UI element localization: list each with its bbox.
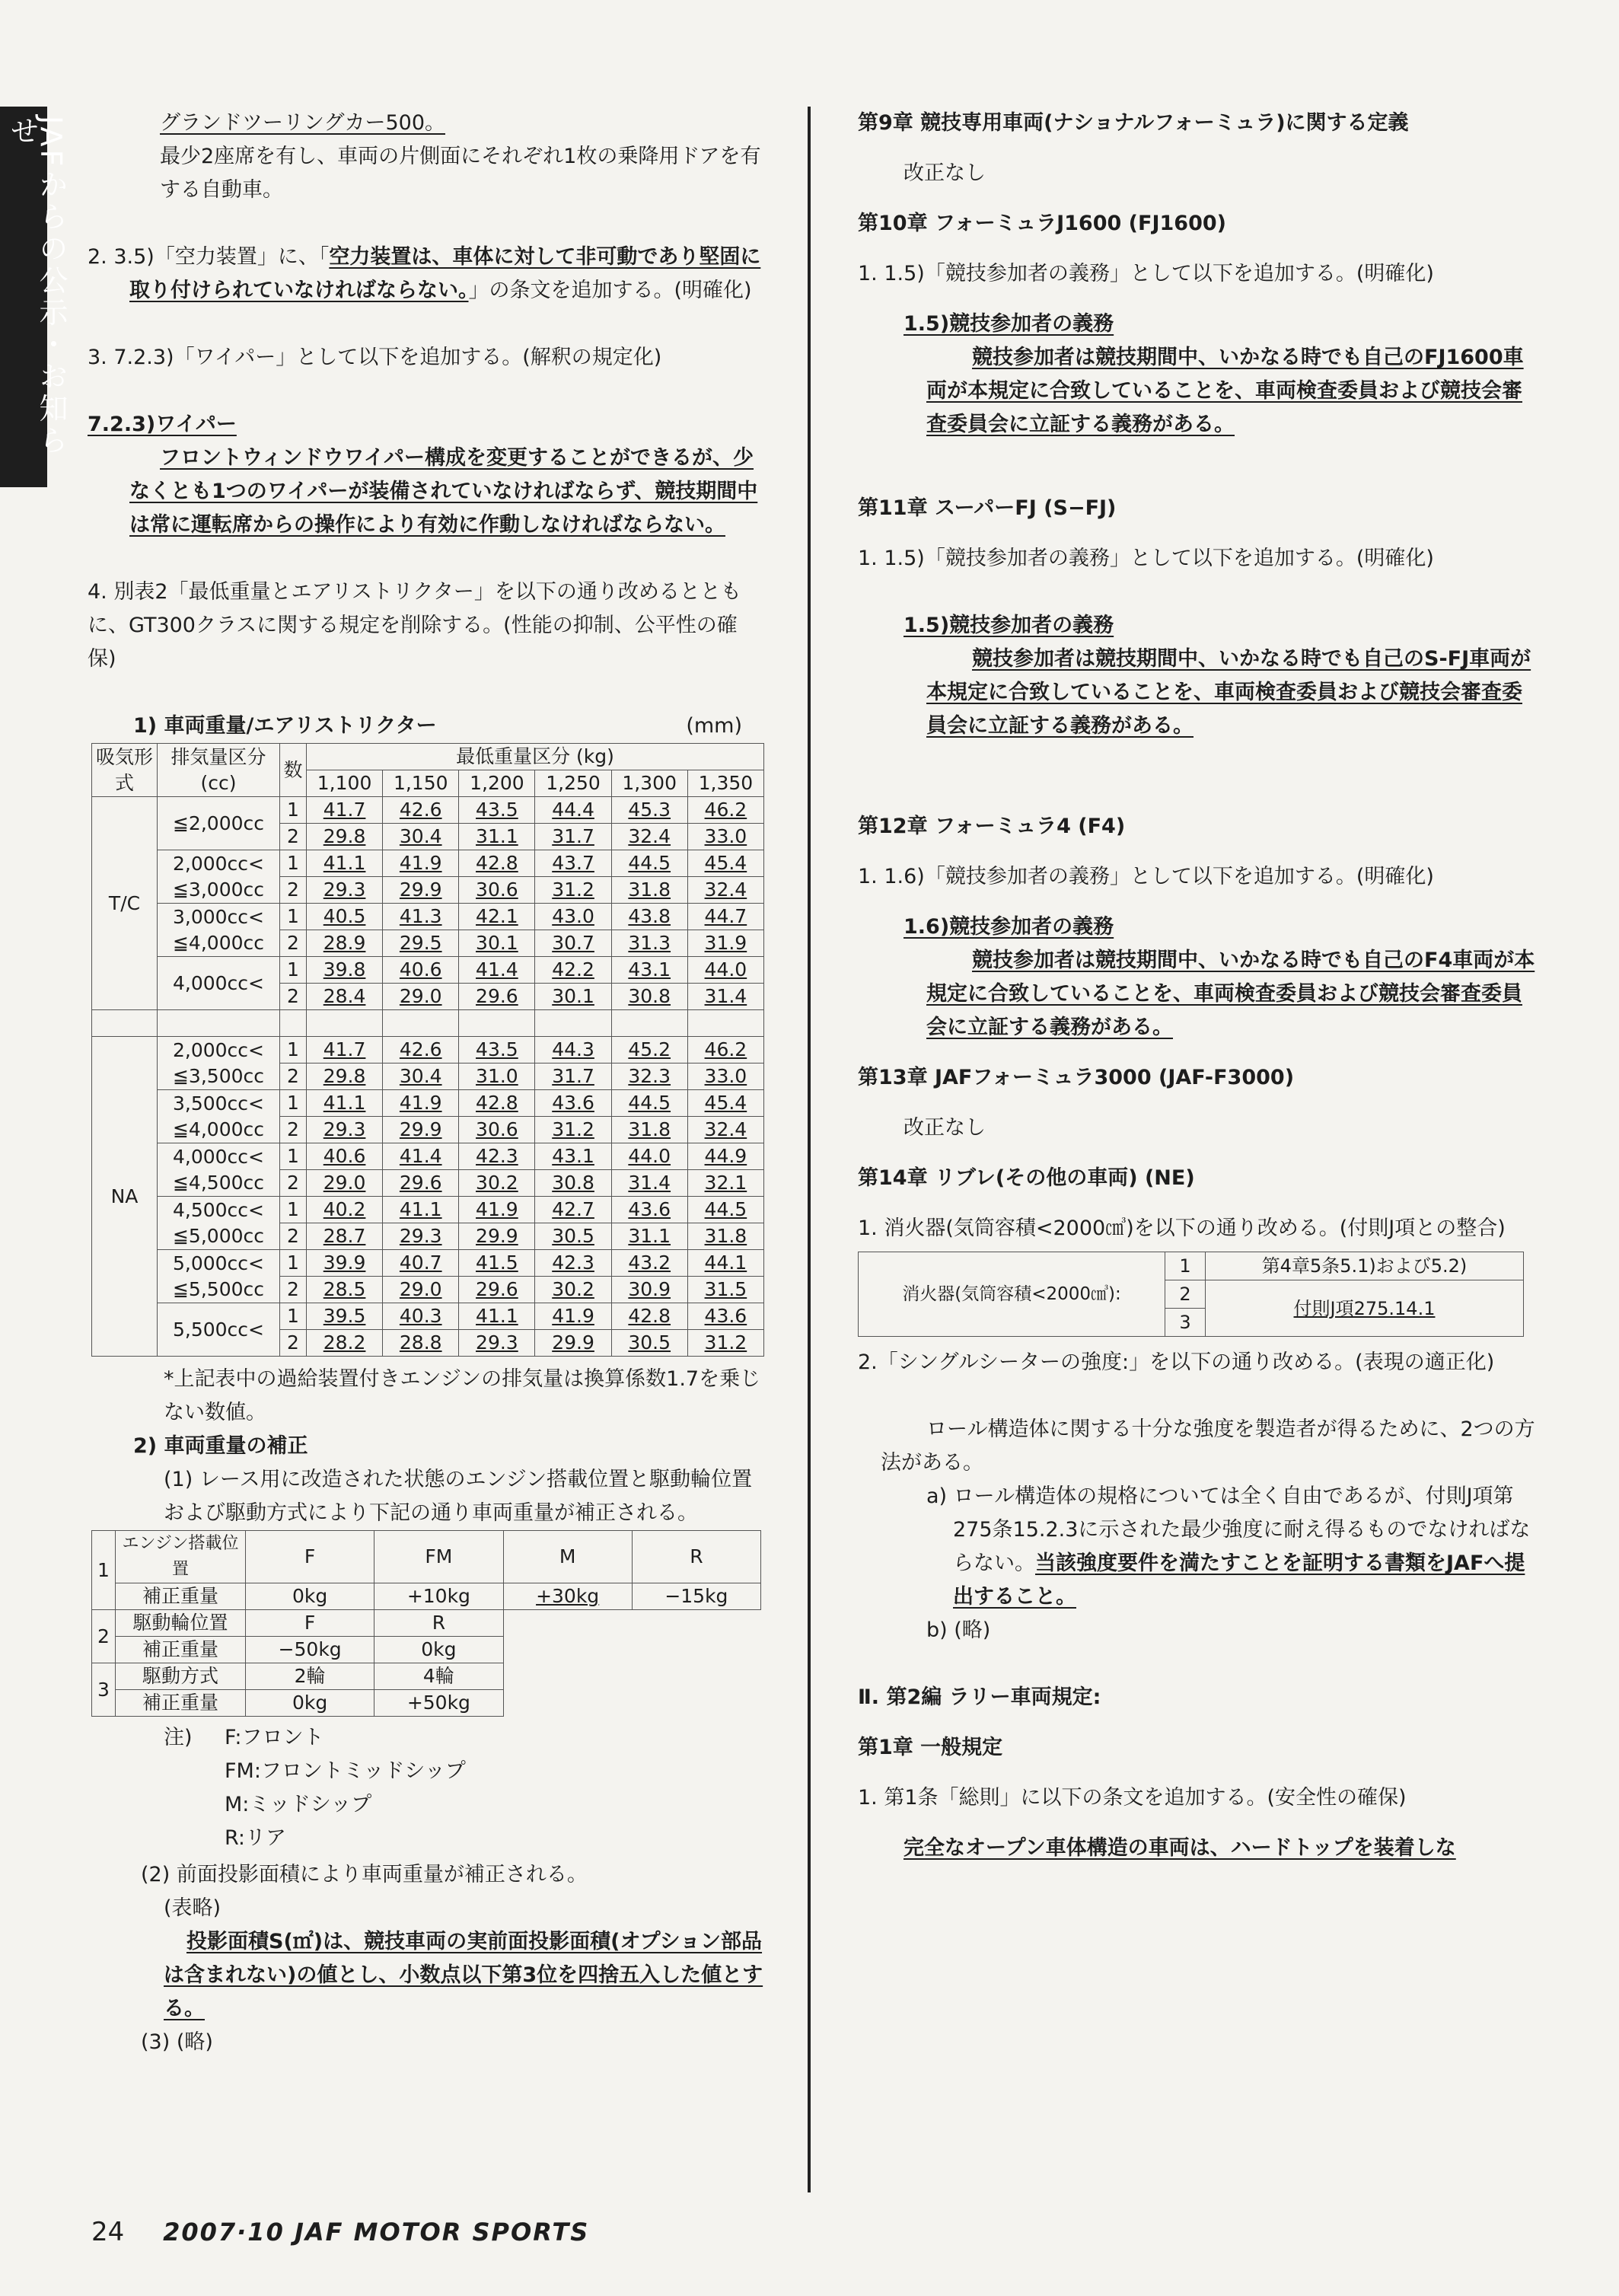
restrictor-value: 29.3 bbox=[459, 1330, 535, 1357]
cell: F bbox=[246, 1531, 374, 1583]
weight-header: 1,350 bbox=[687, 770, 763, 797]
restrictor-value: 29.5 bbox=[383, 930, 459, 957]
side-tab-label: JAFからの公示・お知らせ bbox=[5, 116, 68, 458]
note-item: F:フロント bbox=[225, 1726, 324, 1749]
extinguisher-value-1: 第4章5条5.1)および5.2) bbox=[1206, 1252, 1524, 1280]
correction-2-body: 投影面積S(㎡)は、競技車両の実前面投影面積(オプション部品は含まれない)の値とし、小数点以下第3位を四捨五入した値とする。 bbox=[164, 1930, 763, 2020]
cell: R bbox=[632, 1531, 760, 1583]
restrictor-value: 31.3 bbox=[611, 930, 687, 957]
restrictor-value: 40.5 bbox=[307, 904, 383, 930]
cell: 0kg bbox=[374, 1637, 503, 1663]
engine-position-label: エンジン搭載位置 bbox=[116, 1531, 246, 1583]
restrictor-value: 41.7 bbox=[307, 797, 383, 824]
section-side-tab bbox=[0, 107, 68, 487]
notes-block bbox=[88, 1721, 765, 1858]
note-item: R:リア bbox=[225, 1826, 287, 1850]
restrictor-value: 39.9 bbox=[307, 1250, 383, 1277]
restrictor-value: 43.1 bbox=[611, 957, 687, 984]
restrictor-value: 31.8 bbox=[687, 1223, 763, 1250]
chapter-13-body: 改正なし bbox=[904, 1116, 986, 1140]
chapter-10-text: 競技参加者は競技期間中、いかなる時でも自己のFJ1600車両が本規定に合致していることを、車両検査委員および競技会審査委員会に立証する義務がある。 bbox=[926, 346, 1524, 436]
cell: M bbox=[503, 1531, 632, 1583]
restrictor-value: 29.0 bbox=[307, 1170, 383, 1197]
restrictor-value: 45.2 bbox=[611, 1037, 687, 1063]
correction-weight-label: 補正重量 bbox=[116, 1637, 246, 1663]
restrictor-value: 40.6 bbox=[307, 1143, 383, 1170]
chapter-9-body: 改正なし bbox=[904, 161, 986, 185]
displacement-label: 3,500cc< ≦4,000cc bbox=[158, 1090, 280, 1143]
restrictor-value: 30.4 bbox=[383, 1063, 459, 1090]
restrictor-value: 41.9 bbox=[535, 1303, 611, 1330]
restrictor-value: 43.6 bbox=[535, 1090, 611, 1117]
restrictor-count: 2 bbox=[280, 930, 307, 957]
restrictor-value: 33.0 bbox=[687, 1063, 763, 1090]
restrictor-value: 46.2 bbox=[687, 1037, 763, 1063]
restrictor-value: 42.8 bbox=[611, 1303, 687, 1330]
displacement-label: 4,000cc< bbox=[158, 957, 280, 1010]
restrictor-count: 2 bbox=[280, 1063, 307, 1090]
chapter-1: 第1章 一般規定 bbox=[858, 1736, 1003, 1759]
cell: +10kg bbox=[374, 1583, 503, 1610]
restrictor-value: 28.2 bbox=[307, 1330, 383, 1357]
displacement-label: 2,000cc< ≦3,000cc bbox=[158, 850, 280, 904]
cell: 0kg bbox=[246, 1583, 374, 1610]
restrictor-value: 43.2 bbox=[611, 1250, 687, 1277]
cell: −15kg bbox=[632, 1583, 760, 1610]
wiper-body: フロントウィンドウワイパー構成を変更することができるが、少なくとも1つのワイパーが装備されていなければならず、競技期間中は常に運転席からの操作により有効に作動しなければならない。 bbox=[129, 446, 758, 537]
restrictor-value: 41.4 bbox=[459, 957, 535, 984]
restrictor-count: 2 bbox=[280, 984, 307, 1010]
item-4: 4. 別表2「最低重量とエアリストリクター」を以下の通り改めるとともに、GT300クラスに関する規定を削除する。(性能の抑制、公平性の確保) bbox=[88, 580, 741, 671]
restrictor-value: 31.1 bbox=[611, 1223, 687, 1250]
restrictor-count: 1 bbox=[280, 1143, 307, 1170]
restrictor-value: 28.4 bbox=[307, 984, 383, 1010]
correction-table bbox=[91, 1530, 761, 1717]
note-item: FM:フロントミッドシップ bbox=[225, 1759, 466, 1783]
displacement-label: ≦2,000cc bbox=[158, 797, 280, 850]
restrictor-value: 30.2 bbox=[459, 1170, 535, 1197]
weight-header: 1,100 bbox=[307, 770, 383, 797]
restrictor-value: 31.8 bbox=[611, 1117, 687, 1143]
restrictor-value: 31.9 bbox=[687, 930, 763, 957]
restrictor-value: 31.2 bbox=[535, 1117, 611, 1143]
restrictor-value: 32.1 bbox=[687, 1170, 763, 1197]
cell: +30kg bbox=[503, 1583, 632, 1610]
row-number: 3 bbox=[1165, 1309, 1206, 1337]
correction-3: (3) (略) bbox=[141, 2030, 213, 2054]
restrictor-value: 41.1 bbox=[307, 1090, 383, 1117]
restrictor-value: 43.6 bbox=[687, 1303, 763, 1330]
blank-cell bbox=[158, 1010, 280, 1037]
row-number: 2 bbox=[92, 1610, 116, 1663]
restrictor-value: 30.5 bbox=[535, 1223, 611, 1250]
restrictor-value: 29.3 bbox=[307, 1117, 383, 1143]
blank-cell bbox=[687, 1010, 763, 1037]
chapter-12: 第12章 フォーミュラ4 (F4) bbox=[858, 815, 1126, 838]
restrictor-value: 31.2 bbox=[535, 877, 611, 904]
page-footer bbox=[91, 2217, 589, 2247]
restrictor-value: 45.3 bbox=[611, 797, 687, 824]
drive-type-label: 駆動方式 bbox=[116, 1663, 246, 1690]
header-number: 数 bbox=[280, 744, 307, 797]
cell: FM bbox=[374, 1531, 503, 1583]
restrictor-count: 2 bbox=[280, 1277, 307, 1303]
chapter-1-text: 完全なオープン車体構造の車両は、ハードトップを装着しな bbox=[904, 1836, 1456, 1860]
restrictor-value: 30.6 bbox=[459, 1117, 535, 1143]
item-3: 3. 7.2.3)「ワイパー」として以下を追加する。(解釈の規定化) bbox=[88, 346, 662, 369]
drive-wheel-label: 駆動輪位置 bbox=[116, 1610, 246, 1637]
restrictor-count: 1 bbox=[280, 1090, 307, 1117]
chapter-11: 第11章 スーパーFJ (S−FJ) bbox=[858, 496, 1117, 520]
restrictor-value: 42.2 bbox=[535, 957, 611, 984]
restrictor-value: 32.4 bbox=[687, 877, 763, 904]
restrictor-value: 41.7 bbox=[307, 1037, 383, 1063]
restrictor-value: 29.9 bbox=[383, 877, 459, 904]
correction-weight-label: 補正重量 bbox=[116, 1690, 246, 1717]
restrictor-value: 42.6 bbox=[383, 797, 459, 824]
part-2-heading: Ⅱ. 第2編 ラリー車両規定: bbox=[858, 1685, 1101, 1709]
restrictor-value: 41.9 bbox=[383, 1090, 459, 1117]
restrictor-value: 29.0 bbox=[383, 1277, 459, 1303]
restrictor-count: 1 bbox=[280, 1303, 307, 1330]
correction-weight-label: 補正重量 bbox=[116, 1583, 246, 1610]
header-displacement: 排気量区分(cc) bbox=[158, 744, 280, 797]
restrictor-count: 1 bbox=[280, 850, 307, 877]
row-number: 1 bbox=[92, 1531, 116, 1610]
right-column bbox=[858, 107, 1535, 1865]
header-intake: 吸気形式 bbox=[92, 744, 158, 797]
blank-cell bbox=[92, 1010, 158, 1037]
restrictor-value: 30.1 bbox=[459, 930, 535, 957]
restrictor-value: 30.9 bbox=[611, 1277, 687, 1303]
restrictor-count: 1 bbox=[280, 904, 307, 930]
cell: −50kg bbox=[246, 1637, 374, 1663]
restrictor-value: 29.3 bbox=[383, 1223, 459, 1250]
restrictor-value: 46.2 bbox=[687, 797, 763, 824]
restrictor-value: 29.6 bbox=[383, 1170, 459, 1197]
restrictor-value: 29.0 bbox=[383, 984, 459, 1010]
roll-b: b) (略) bbox=[926, 1618, 991, 1642]
restrictor-value: 30.1 bbox=[535, 984, 611, 1010]
restrictor-count: 1 bbox=[280, 1197, 307, 1223]
chapter-9: 第9章 競技専用車両(ナショナルフォーミュラ)に関する定義 bbox=[858, 111, 1409, 135]
restrictor-value: 43.8 bbox=[611, 904, 687, 930]
restrictor-count: 1 bbox=[280, 1250, 307, 1277]
restrictor-value: 42.1 bbox=[459, 904, 535, 930]
roll-intro: ロール構造体に関する十分な強度を製造者が得るために、2つの方法がある。 bbox=[881, 1417, 1535, 1475]
restrictor-value: 31.7 bbox=[535, 1063, 611, 1090]
restrictor-value: 42.6 bbox=[383, 1037, 459, 1063]
chapter-11-item: 1. 1.5)「競技参加者の義務」として以下を追加する。(明確化) bbox=[858, 547, 1434, 570]
restrictor-value: 31.0 bbox=[459, 1063, 535, 1090]
chapter-10-item: 1. 1.5)「競技参加者の義務」として以下を追加する。(明確化) bbox=[858, 262, 1434, 285]
restrictor-value: 41.1 bbox=[459, 1303, 535, 1330]
restrictor-value: 29.9 bbox=[383, 1117, 459, 1143]
restrictor-value: 29.9 bbox=[535, 1330, 611, 1357]
restrictor-value: 44.5 bbox=[611, 1090, 687, 1117]
chapter-14: 第14章 リブレ(その他の車両) (NE) bbox=[858, 1166, 1195, 1190]
displacement-label: 5,000cc< ≦5,500cc bbox=[158, 1250, 280, 1303]
restrictor-value: 42.7 bbox=[535, 1197, 611, 1223]
restrictor-count: 2 bbox=[280, 877, 307, 904]
notes-label: 注) bbox=[164, 1726, 193, 1749]
restrictor-value: 31.4 bbox=[611, 1170, 687, 1197]
cell: 2輪 bbox=[246, 1663, 374, 1690]
row-number: 1 bbox=[1165, 1252, 1206, 1280]
restrictor-value: 30.5 bbox=[611, 1330, 687, 1357]
restrictor-count: 1 bbox=[280, 797, 307, 824]
restrictor-value: 43.1 bbox=[535, 1143, 611, 1170]
restrictor-value: 40.7 bbox=[383, 1250, 459, 1277]
restrictor-value: 31.1 bbox=[459, 824, 535, 850]
restrictor-value: 43.0 bbox=[535, 904, 611, 930]
chapter-11-sub: 1.5)競技参加者の義務 bbox=[904, 614, 1114, 637]
restrictor-value: 32.4 bbox=[687, 1117, 763, 1143]
restrictor-value: 41.4 bbox=[383, 1143, 459, 1170]
restrictor-value: 41.9 bbox=[459, 1197, 535, 1223]
restrictor-value: 29.6 bbox=[459, 984, 535, 1010]
cell: F bbox=[246, 1610, 374, 1637]
column-divider bbox=[808, 107, 811, 2192]
displacement-label: 2,000cc< ≦3,500cc bbox=[158, 1037, 280, 1090]
restrictor-value: 42.8 bbox=[459, 850, 535, 877]
restrictor-value: 31.7 bbox=[535, 824, 611, 850]
restrictor-count: 2 bbox=[280, 1330, 307, 1357]
restrictor-value: 33.0 bbox=[687, 824, 763, 850]
restrictor-value: 29.6 bbox=[459, 1277, 535, 1303]
restrictor-value: 30.7 bbox=[535, 930, 611, 957]
restrictor-value: 43.5 bbox=[459, 1037, 535, 1063]
roll-a: a) ロール構造体の規格については全く自由であるが、付則J項第275条15.2.3に示された最少強度に耐え得るものでなければならない。当該強度要件を満たすことを証明する書類をJAFへ提出すること。 bbox=[926, 1484, 1531, 1609]
cell: R bbox=[374, 1610, 503, 1637]
restrictor-value: 41.5 bbox=[459, 1250, 535, 1277]
restrictor-value: 44.1 bbox=[687, 1250, 763, 1277]
restrictor-value: 43.5 bbox=[459, 797, 535, 824]
cell: 0kg bbox=[246, 1690, 374, 1717]
magazine-title: 2007·10 JAF MOTOR SPORTS bbox=[163, 2218, 590, 2247]
restrictor-value: 43.7 bbox=[535, 850, 611, 877]
restrictor-count: 2 bbox=[280, 1223, 307, 1250]
blank-cell bbox=[535, 1010, 611, 1037]
restrictor-value: 31.5 bbox=[687, 1277, 763, 1303]
displacement-label: 5,500cc< bbox=[158, 1303, 280, 1357]
correction-2-omit: (表略) bbox=[164, 1896, 221, 1920]
restrictor-value: 31.2 bbox=[687, 1330, 763, 1357]
restrictor-value: 29.3 bbox=[307, 877, 383, 904]
table1-caption: 1) 車両重量/エアリストリクター (mm) bbox=[133, 714, 742, 738]
restrictor-value: 44.7 bbox=[687, 904, 763, 930]
restrictor-value: 29.9 bbox=[459, 1223, 535, 1250]
gt500-body: 最少2座席を有し、車両の片側面にそれぞれ1枚の乗降用ドアを有する自動車。 bbox=[160, 145, 761, 202]
chapter-14-item-1: 1. 消火器(気筒容積<2000㎤)を以下の通り改める。(付則J項との整合) bbox=[858, 1217, 1506, 1240]
restrictor-count: 2 bbox=[280, 1170, 307, 1197]
restrictor-value: 42.3 bbox=[535, 1250, 611, 1277]
restrictor-value: 45.4 bbox=[687, 1090, 763, 1117]
displacement-label: 4,500cc< ≦5,000cc bbox=[158, 1197, 280, 1250]
restrictor-value: 30.6 bbox=[459, 877, 535, 904]
page-number: 24 bbox=[91, 2217, 125, 2247]
restrictor-count: 2 bbox=[280, 1117, 307, 1143]
displacement-label: 4,000cc< ≦4,500cc bbox=[158, 1143, 280, 1197]
left-column bbox=[88, 107, 765, 2059]
row-number: 2 bbox=[1165, 1280, 1206, 1309]
restrictor-value: 40.2 bbox=[307, 1197, 383, 1223]
restrictor-value: 44.5 bbox=[611, 850, 687, 877]
weight-header: 1,300 bbox=[611, 770, 687, 797]
extinguisher-label: 消火器(気筒容積<2000㎤): bbox=[859, 1252, 1165, 1337]
restrictor-value: 44.0 bbox=[687, 957, 763, 984]
correction-1: (1) レース用に改造された状態のエンジン搭載位置と駆動輪位置および駆動方式により下記の通り車両重量が補正される。 bbox=[164, 1468, 753, 1525]
restrictor-value: 29.8 bbox=[307, 824, 383, 850]
restrictor-value: 32.3 bbox=[611, 1063, 687, 1090]
restrictor-value: 28.9 bbox=[307, 930, 383, 957]
chapter-11-text: 競技参加者は競技期間中、いかなる時でも自己のS-FJ車両が本規定に合致していることを、車両検査委員および競技会審査委員会に立証する義務がある。 bbox=[926, 647, 1531, 738]
restrictor-value: 42.3 bbox=[459, 1143, 535, 1170]
chapter-13: 第13章 JAFフォーミュラ3000 (JAF-F3000) bbox=[858, 1066, 1295, 1089]
chapter-12-sub: 1.6)競技参加者の義務 bbox=[904, 915, 1114, 939]
restrictor-count: 1 bbox=[280, 1037, 307, 1063]
chapter-10-sub: 1.5)競技参加者の義務 bbox=[904, 312, 1114, 336]
restrictor-value: 44.4 bbox=[535, 797, 611, 824]
restrictor-table bbox=[91, 743, 764, 1357]
wiper-title: 7.2.3)ワイパー bbox=[88, 413, 237, 436]
restrictor-value: 30.4 bbox=[383, 824, 459, 850]
restrictor-value: 41.1 bbox=[383, 1197, 459, 1223]
chapter-1-item: 1. 第1条「総則」に以下の条文を追加する。(安全性の確保) bbox=[858, 1786, 1407, 1810]
intake-tc: T/C bbox=[92, 797, 158, 1010]
blank-cell bbox=[307, 1010, 383, 1037]
blank-cell bbox=[280, 1010, 307, 1037]
blank-cell bbox=[383, 1010, 459, 1037]
chapter-14-item-2: 2.「シングルシーターの強度:」を以下の通り改める。(表現の適正化) bbox=[858, 1350, 1495, 1374]
displacement-label: 3,000cc< ≦4,000cc bbox=[158, 904, 280, 957]
correction-2: (2) 前面投影面積により車両重量が補正される。 bbox=[141, 1863, 588, 1886]
restrictor-value: 44.0 bbox=[611, 1143, 687, 1170]
restrictor-value: 30.2 bbox=[535, 1277, 611, 1303]
restrictor-count: 2 bbox=[280, 824, 307, 850]
table1-note: *上記表中の過給装置付きエンジンの排気量は換算係数1.7を乗じない数値。 bbox=[164, 1367, 761, 1424]
cell: 4輪 bbox=[374, 1663, 503, 1690]
restrictor-value: 44.5 bbox=[687, 1197, 763, 1223]
weight-header: 1,250 bbox=[535, 770, 611, 797]
restrictor-value: 28.7 bbox=[307, 1223, 383, 1250]
intake-na: NA bbox=[92, 1037, 158, 1357]
restrictor-value: 43.6 bbox=[611, 1197, 687, 1223]
item-2: 2. 3.5)「空力装置」に、「空力装置は、車体に対して非可動であり堅固に取り付けられていなければならない。」の条文を追加する。(明確化) bbox=[88, 245, 761, 302]
restrictor-count: 1 bbox=[280, 957, 307, 984]
chapter-10: 第10章 フォーミュラJ1600 (FJ1600) bbox=[858, 212, 1226, 235]
chapter-12-text: 競技参加者は競技期間中、いかなる時でも自己のF4車両が本規定に合致していることを、車両検査委員および競技会審査委員会に立証する義務がある。 bbox=[926, 949, 1535, 1039]
chapter-12-item: 1. 1.6)「競技参加者の義務」として以下を追加する。(明確化) bbox=[858, 865, 1434, 888]
restrictor-value: 41.9 bbox=[383, 850, 459, 877]
extinguisher-value-2: 付則J項275.14.1 bbox=[1206, 1280, 1524, 1337]
restrictor-value: 31.8 bbox=[611, 877, 687, 904]
restrictor-value: 28.8 bbox=[383, 1330, 459, 1357]
restrictor-value: 44.3 bbox=[535, 1037, 611, 1063]
restrictor-value: 41.3 bbox=[383, 904, 459, 930]
restrictor-value: 42.8 bbox=[459, 1090, 535, 1117]
restrictor-value: 39.8 bbox=[307, 957, 383, 984]
weight-header: 1,150 bbox=[383, 770, 459, 797]
weight-header: 1,200 bbox=[459, 770, 535, 797]
restrictor-value: 40.3 bbox=[383, 1303, 459, 1330]
restrictor-value: 29.8 bbox=[307, 1063, 383, 1090]
extinguisher-table bbox=[858, 1252, 1524, 1337]
restrictor-value: 45.4 bbox=[687, 850, 763, 877]
header-weight: 最低重量区分 (kg) bbox=[307, 744, 764, 770]
cell: +50kg bbox=[374, 1690, 503, 1717]
restrictor-value: 44.9 bbox=[687, 1143, 763, 1170]
correction-title: 2) 車両重量の補正 bbox=[133, 1434, 308, 1458]
restrictor-value: 41.1 bbox=[307, 850, 383, 877]
restrictor-value: 30.8 bbox=[611, 984, 687, 1010]
restrictor-value: 28.5 bbox=[307, 1277, 383, 1303]
restrictor-value: 31.4 bbox=[687, 984, 763, 1010]
restrictor-value: 32.4 bbox=[611, 824, 687, 850]
restrictor-value: 39.5 bbox=[307, 1303, 383, 1330]
gt500-title: グランドツーリングカー500。 bbox=[160, 111, 445, 135]
blank-cell bbox=[611, 1010, 687, 1037]
restrictor-value: 40.6 bbox=[383, 957, 459, 984]
note-item: M:ミッドシップ bbox=[225, 1793, 372, 1816]
restrictor-value: 30.8 bbox=[535, 1170, 611, 1197]
row-number: 3 bbox=[92, 1663, 116, 1717]
blank-cell bbox=[459, 1010, 535, 1037]
